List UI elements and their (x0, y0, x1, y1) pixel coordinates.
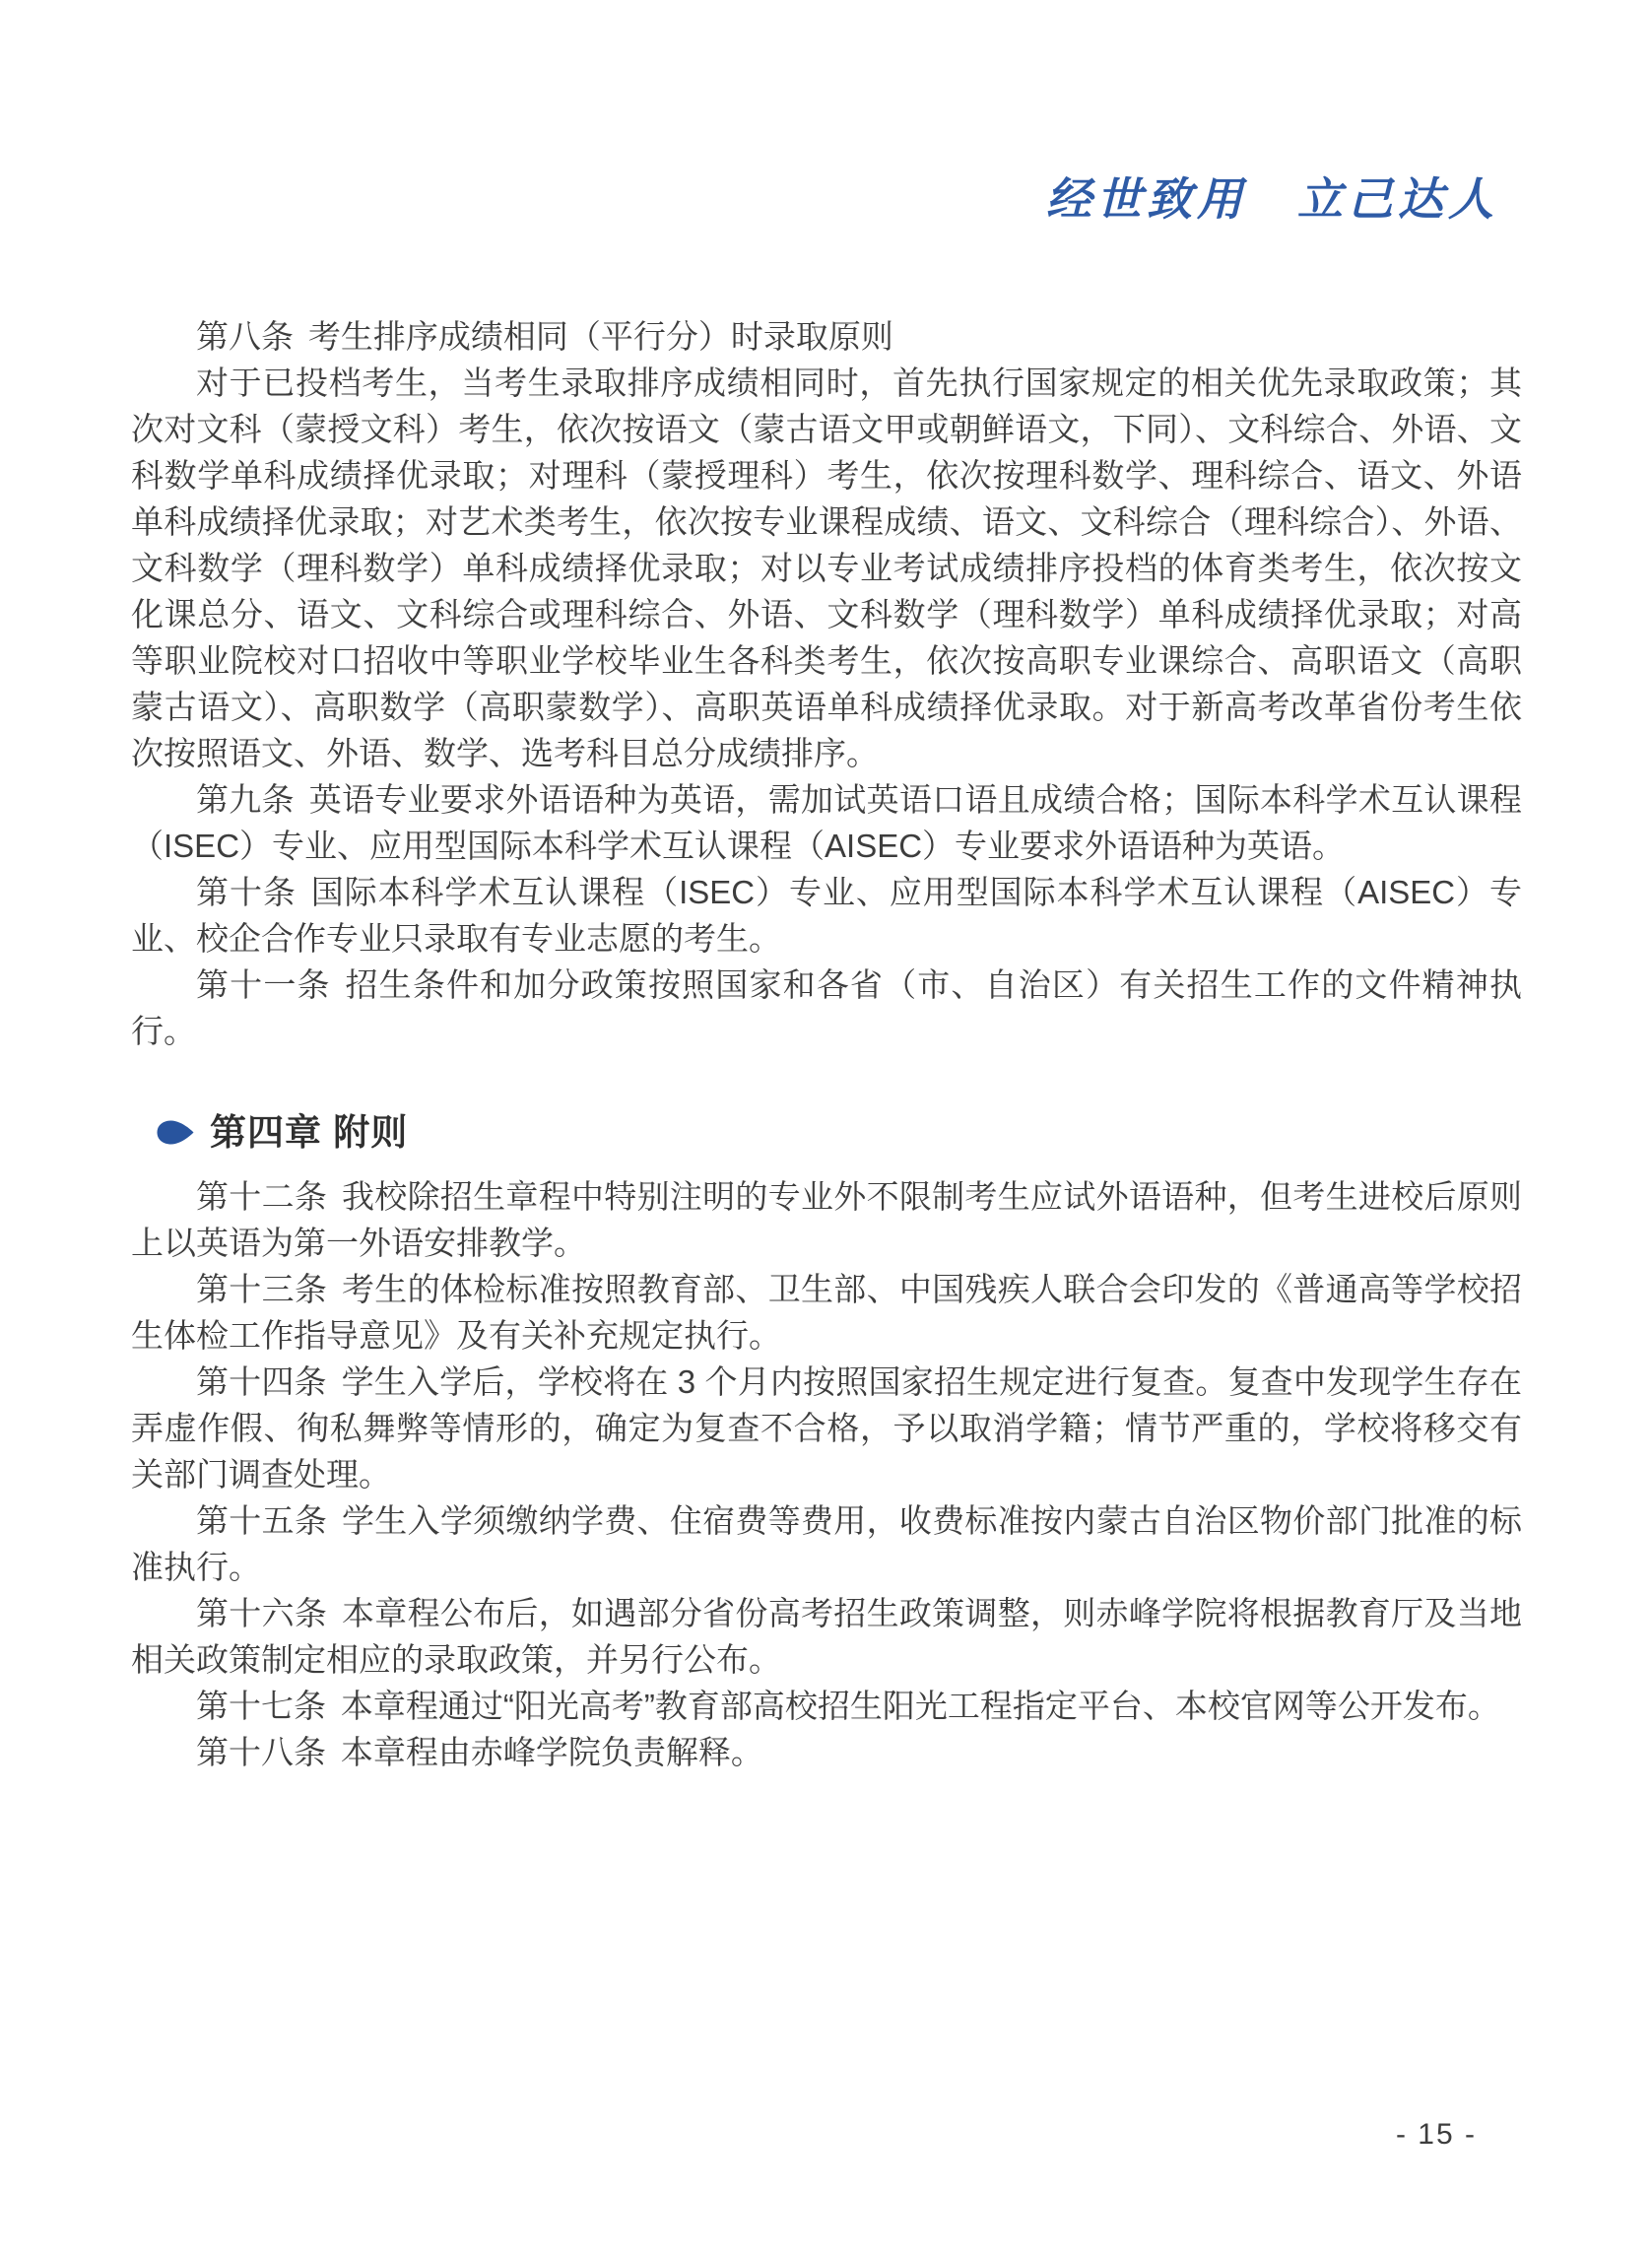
article-paragraph (131, 776, 1522, 869)
page-number: - 15 - (1395, 2118, 1477, 2151)
article-number-label: 第十三条 (196, 1271, 328, 1307)
document-body (131, 313, 1522, 1775)
article-paragraph (131, 962, 1522, 1054)
article-paragraph (131, 1683, 1522, 1729)
article-number-label: 第十一条 (196, 966, 331, 1003)
article-text: 学生入学须缴纳学费、住宿费等费用，收费标准按内蒙古自治区物价部门批准的标准执行。 (131, 1502, 1523, 1585)
article-text: 学生入学后，学校将在 3 个月内按照国家招生规定进行复查。复查中发现学生存在弄虚作假、徇私舞弊等情形的，确定为复查不合格，予以取消学籍；情节严重的，学校将移交有关部门调查处理。 (131, 1363, 1522, 1493)
article-paragraph (131, 360, 1522, 776)
article-paragraph (131, 1173, 1522, 1266)
article-text: 招生条件和加分政策按照国家和各省（市、自治区）有关招生工作的文件精神执行。 (131, 966, 1523, 1049)
article-text: 国际本科学术互认课程（ISEC）专业、应用型国际本科学术互认课程（AISEC）专业、校企合作专业只录取有专业志愿的考生。 (131, 874, 1522, 957)
article-text: 我校除招生章程中特别注明的专业外不限制考生应试外语语种，但考生进校后原则上以英语为第一外语安排教学。 (131, 1178, 1523, 1261)
article-number-label: 第十四条 (196, 1363, 327, 1400)
article-text: 本章程由赤峰学院负责解释。 (340, 1734, 763, 1770)
article-paragraph (131, 1497, 1522, 1590)
chapter-heading (131, 1109, 1522, 1156)
article-number-label: 第十六条 (196, 1595, 328, 1631)
article-number-label: 第十七条 (196, 1688, 326, 1724)
article-text: 对于已投档考生，当考生录取排序成绩相同时，首先执行国家规定的相关优先录取政策；其次对文科（蒙授文科）考生，依次按语文（蒙古语文甲或朝鲜语文，下同）、文科综合、外语、文科数学单科成绩择优录取；对理科（蒙授理科）考生，依次按理科数学、理科综合、语文、外语单科成绩择优录取；对艺术类考生，依次按专业课程成绩、语文、文科综合（理科综合）、外语、文科数学（理科数学）单科成绩择优录取；对以专业考试成绩排序投档的体育类考生，依次按文化课总分、语文、文科综合或理科综合、外语、文科数学（理科数学）单科成绩择优录取；对高等职业院校对口招收中等职业学校毕业生各科类考生，依次按高职专业课综合、高职语文（高职蒙古语文）、高职数学（高职蒙数学）、高职英语单科成绩择优录取。对于新高考改革省份考生依次按照语文、外语、数学、选考科目总分成绩排序。 (131, 365, 1522, 771)
teardrop-bullet-icon (156, 1119, 195, 1146)
article-text: 英语专业要求外语语种为英语，需加试英语口语且成绩合格；国际本科学术互认课程（ISEC）专业、应用型国际本科学术互认课程（AISEC）专业要求外语语种为英语。 (131, 781, 1523, 864)
article-paragraph (131, 1590, 1522, 1683)
article-paragraph (131, 1359, 1522, 1497)
article-number-label: 第八条 (196, 318, 294, 355)
article-paragraph (131, 1729, 1522, 1775)
article-text: 考生的体检标准按照教育部、卫生部、中国残疾人联合会印发的《普通高等学校招生体检工作指导意见》及有关补充规定执行。 (131, 1271, 1523, 1354)
article-number-label: 第十条 (196, 874, 297, 910)
article-number-label: 第十五条 (196, 1502, 328, 1539)
article-number-label: 第十八条 (196, 1734, 326, 1770)
article-text: 考生排序成绩相同（平行分）时录取原则 (307, 318, 893, 355)
article-text: 本章程通过“阳光高考”教育部高校招生阳光工程指定平台、本校官网等公开发布。 (340, 1688, 1500, 1724)
school-motto: 经世致用 立己达人 (1046, 172, 1498, 226)
article-paragraph (131, 869, 1522, 962)
article-paragraph (131, 1266, 1522, 1359)
chapter-title: 第四章 附则 (210, 1112, 409, 1153)
article-text: 本章程公布后，如遇部分省份高考招生政策调整，则赤峰学院将根据教育厅及当地相关政策制定相应的录取政策，并另行公布。 (131, 1595, 1523, 1678)
article-number-label: 第九条 (196, 781, 295, 818)
article-paragraph (131, 313, 1522, 360)
article-number-label: 第十二条 (196, 1178, 328, 1215)
